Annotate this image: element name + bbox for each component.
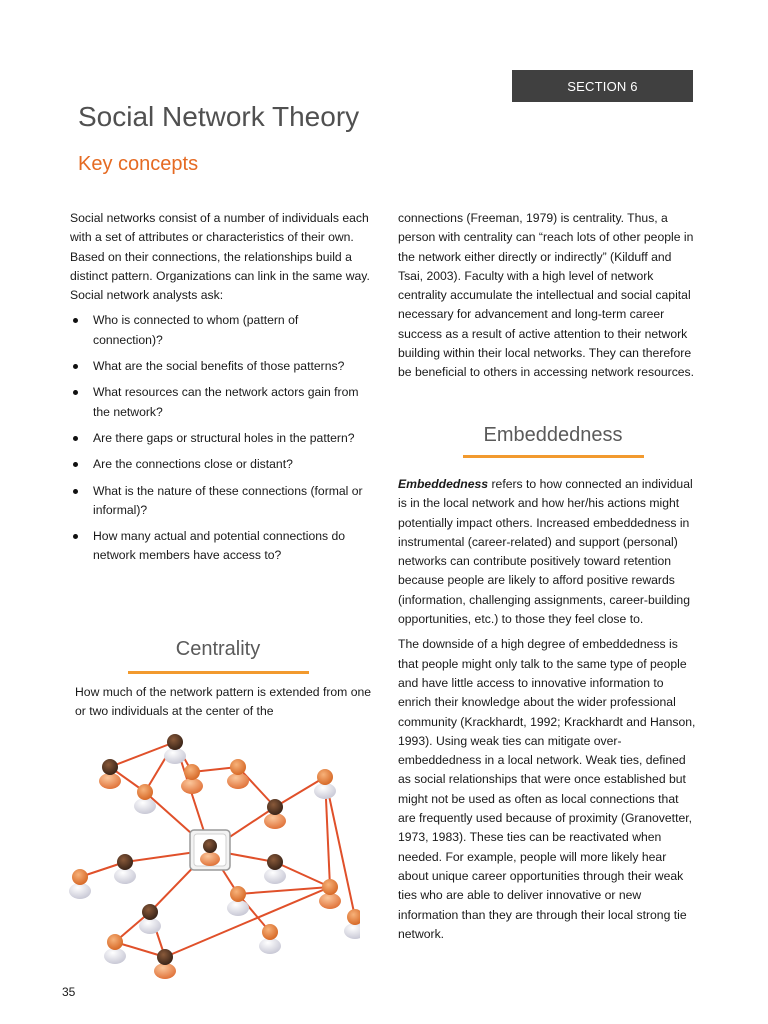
page-title: Social Network Theory <box>78 101 360 132</box>
person-icon <box>259 924 281 954</box>
downside-paragraph: The downside of a high degree of embeddedness is that people might only talk to the same type of people and have little access to innovative information to enrich their knowledge about the wider professional community (Krackhardt, 1992; Krackhardt and Hanson, 1993). Using weak ties can mitigate over-embeddedness in a local network. Weak ties, defined as social relationships that were once established but might not be used as often as local connections that are frequently used because of proximity (Granovetter, 1973, 1983). These ties can be reactivated when needed. For example, people will more likely hear about unique career opportunities through their weak ties who are able to deliver innovative or new information than they are through their local strong tie network. <box>398 637 696 941</box>
list-item: Are there gaps or structural holes in the pattern? <box>70 429 370 448</box>
list-item: What are the social benefits of those patterns? <box>70 357 370 376</box>
embeddedness-rule <box>463 455 644 458</box>
analyst-questions-list <box>70 311 370 565</box>
right-column <box>398 209 698 389</box>
list-item: Are the connections close or distant? <box>70 455 370 474</box>
embeddedness-section <box>398 475 698 950</box>
list-item: What is the nature of these connections (formal or informal)? <box>70 482 370 521</box>
centrality-paragraph: How much of the network pattern is extended from one or two individuals at the center of the <box>75 685 372 719</box>
centrality-heading: Centrality <box>175 638 261 660</box>
central-person-icon <box>190 830 230 870</box>
centrality-continued-paragraph: connections (Freeman, 1979) is centrality. Thus, a person with centrality can “reach lots of other people in the network either directly or indirectly” (Kilduff and Tsai, 2003). Faculty with a high level of network centrality accumulate the intellectual and social capital necessary for advancement and long-term career success as a result of active attention to their network building within their local networks. They can therefore be beneficial to others in accessing network resources. <box>398 211 695 380</box>
person-icon <box>344 909 360 939</box>
person-icon <box>227 886 249 916</box>
key-concepts-subtitle: Key concepts <box>78 153 199 175</box>
page-number: 35 <box>62 985 76 999</box>
person-icon <box>164 734 186 764</box>
person-icon <box>104 934 126 964</box>
centrality-rule <box>128 671 309 674</box>
list-item: What resources can the network actors gain from the network? <box>70 383 370 422</box>
network-illustration <box>60 722 360 982</box>
person-icon <box>264 854 286 884</box>
left-column <box>70 209 370 573</box>
embeddedness-heading: Embeddedness <box>483 424 623 446</box>
person-icon <box>314 769 336 799</box>
embeddedness-definition: refers to how connected an individual is in the local network and how her/his actions might potentially impact others. Increased embeddedness in instrumental (career-related) and support (personal) networks can contribute positively toward retention because people are likely to afford positive rewards (information, challenging assignments, career-building opportunities, etc.) to those they feel close to. <box>398 477 693 627</box>
section-tab: SECTION 6 <box>512 70 693 102</box>
list-item: Who is connected to whom (pattern of connection)? <box>70 311 370 350</box>
intro-paragraph: Social networks consist of a number of individuals each with a set of attributes or characteristics of their own. Based on their connections, the relationships build a distinct pattern. Organizations can link in the same way. Social network analysts ask: <box>70 211 370 303</box>
person-icon <box>114 854 136 884</box>
list-item: How many actual and potential connections do network members have access to? <box>70 527 370 566</box>
embeddedness-paragraph <box>398 475 698 629</box>
embeddedness-term: Embeddedness <box>398 477 489 491</box>
